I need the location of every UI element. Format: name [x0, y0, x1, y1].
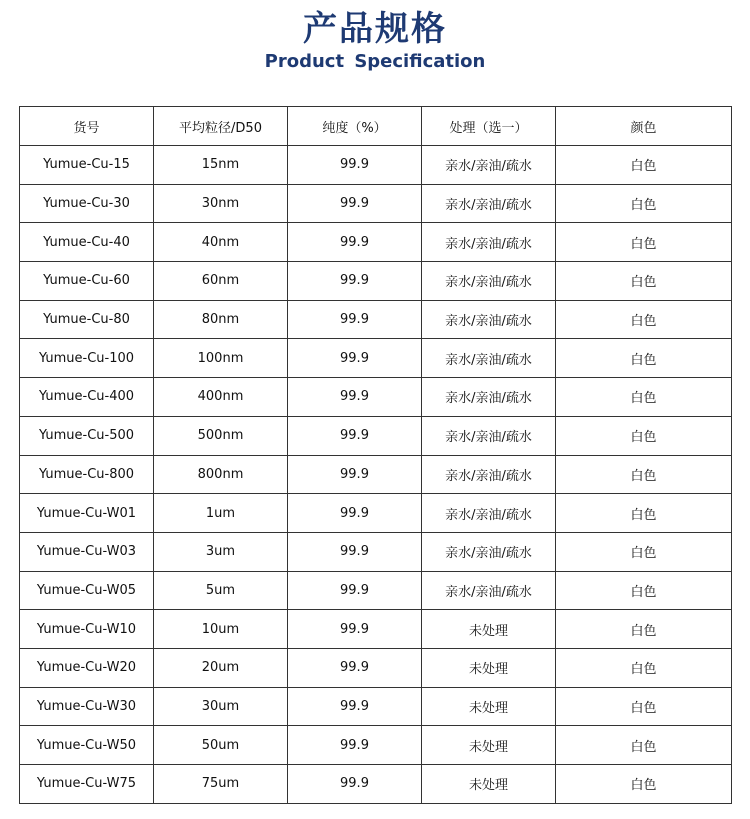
cell-purity: 99.9	[288, 223, 422, 262]
cell-item-no: Yumue-Cu-W30	[20, 687, 154, 726]
header-row	[20, 107, 732, 146]
cell-color: 白色	[556, 726, 732, 765]
cell-color: 白色	[556, 184, 732, 223]
cell-treatment: 未处理	[422, 765, 556, 804]
cell-item-no: Yumue-Cu-W03	[20, 532, 154, 571]
cell-particle-size: 30nm	[154, 184, 288, 223]
table-row	[20, 571, 732, 610]
cell-item-no: Yumue-Cu-60	[20, 262, 154, 301]
cell-purity: 99.9	[288, 184, 422, 223]
cell-particle-size: 30um	[154, 687, 288, 726]
column-header-item-no: 货号	[20, 107, 154, 146]
cell-color: 白色	[556, 455, 732, 494]
table-row	[20, 648, 732, 687]
cell-item-no: Yumue-Cu-W10	[20, 610, 154, 649]
cell-color: 白色	[556, 378, 732, 417]
cell-purity: 99.9	[288, 378, 422, 417]
cell-color: 白色	[556, 610, 732, 649]
cell-item-no: Yumue-Cu-W75	[20, 765, 154, 804]
table-row	[20, 687, 732, 726]
cell-color: 白色	[556, 687, 732, 726]
cell-color: 白色	[556, 416, 732, 455]
cell-treatment: 亲水/亲油/疏水	[422, 262, 556, 301]
page-subtitle: Product Specification	[264, 51, 486, 72]
cell-purity: 99.9	[288, 416, 422, 455]
cell-treatment: 亲水/亲油/疏水	[422, 146, 556, 185]
cell-treatment: 未处理	[422, 610, 556, 649]
cell-color: 白色	[556, 339, 732, 378]
cell-item-no: Yumue-Cu-W05	[20, 571, 154, 610]
cell-particle-size: 60nm	[154, 262, 288, 301]
cell-color: 白色	[556, 300, 732, 339]
cell-particle-size: 1um	[154, 494, 288, 533]
cell-treatment: 未处理	[422, 648, 556, 687]
cell-item-no: Yumue-Cu-W20	[20, 648, 154, 687]
spec-table	[19, 106, 732, 804]
cell-purity: 99.9	[288, 648, 422, 687]
cell-particle-size: 10um	[154, 610, 288, 649]
cell-treatment: 亲水/亲油/疏水	[422, 532, 556, 571]
cell-item-no: Yumue-Cu-W50	[20, 726, 154, 765]
cell-particle-size: 100nm	[154, 339, 288, 378]
table-row	[20, 726, 732, 765]
table-header	[20, 107, 732, 146]
cell-particle-size: 75um	[154, 765, 288, 804]
table-row	[20, 610, 732, 649]
cell-purity: 99.9	[288, 146, 422, 185]
cell-treatment: 亲水/亲油/疏水	[422, 378, 556, 417]
table-row	[20, 494, 732, 533]
page-title: 产品规格	[303, 9, 447, 49]
cell-item-no: Yumue-Cu-W01	[20, 494, 154, 533]
cell-color: 白色	[556, 223, 732, 262]
table-row	[20, 146, 732, 185]
cell-particle-size: 40nm	[154, 223, 288, 262]
cell-particle-size: 3um	[154, 532, 288, 571]
cell-color: 白色	[556, 765, 732, 804]
cell-particle-size: 80nm	[154, 300, 288, 339]
cell-treatment: 亲水/亲油/疏水	[422, 339, 556, 378]
cell-item-no: Yumue-Cu-500	[20, 416, 154, 455]
cell-treatment: 亲水/亲油/疏水	[422, 494, 556, 533]
cell-purity: 99.9	[288, 455, 422, 494]
column-header-purity: 纯度（%）	[288, 107, 422, 146]
cell-treatment: 亲水/亲油/疏水	[422, 184, 556, 223]
cell-treatment: 亲水/亲油/疏水	[422, 455, 556, 494]
cell-item-no: Yumue-Cu-100	[20, 339, 154, 378]
cell-purity: 99.9	[288, 339, 422, 378]
cell-color: 白色	[556, 146, 732, 185]
table-row	[20, 262, 732, 301]
cell-color: 白色	[556, 494, 732, 533]
cell-purity: 99.9	[288, 726, 422, 765]
cell-item-no: Yumue-Cu-40	[20, 223, 154, 262]
cell-purity: 99.9	[288, 687, 422, 726]
cell-particle-size: 5um	[154, 571, 288, 610]
table-row	[20, 300, 732, 339]
table-row	[20, 455, 732, 494]
cell-color: 白色	[556, 532, 732, 571]
cell-color: 白色	[556, 571, 732, 610]
table-row	[20, 184, 732, 223]
cell-treatment: 未处理	[422, 687, 556, 726]
cell-purity: 99.9	[288, 610, 422, 649]
cell-particle-size: 50um	[154, 726, 288, 765]
cell-item-no: Yumue-Cu-800	[20, 455, 154, 494]
cell-particle-size: 500nm	[154, 416, 288, 455]
cell-item-no: Yumue-Cu-400	[20, 378, 154, 417]
cell-purity: 99.9	[288, 494, 422, 533]
cell-color: 白色	[556, 262, 732, 301]
table-row	[20, 339, 732, 378]
cell-particle-size: 15nm	[154, 146, 288, 185]
table-row	[20, 378, 732, 417]
cell-treatment: 亲水/亲油/疏水	[422, 571, 556, 610]
cell-purity: 99.9	[288, 765, 422, 804]
cell-particle-size: 20um	[154, 648, 288, 687]
table-row	[20, 223, 732, 262]
cell-treatment: 亲水/亲油/疏水	[422, 223, 556, 262]
table-row	[20, 765, 732, 804]
cell-item-no: Yumue-Cu-80	[20, 300, 154, 339]
cell-treatment: 未处理	[422, 726, 556, 765]
cell-particle-size: 400nm	[154, 378, 288, 417]
cell-color: 白色	[556, 648, 732, 687]
cell-item-no: Yumue-Cu-30	[20, 184, 154, 223]
cell-particle-size: 800nm	[154, 455, 288, 494]
cell-item-no: Yumue-Cu-15	[20, 146, 154, 185]
cell-purity: 99.9	[288, 262, 422, 301]
cell-purity: 99.9	[288, 300, 422, 339]
table-row	[20, 416, 732, 455]
table-body	[20, 146, 732, 804]
table-row	[20, 532, 732, 571]
cell-treatment: 亲水/亲油/疏水	[422, 300, 556, 339]
column-header-particle-size: 平均粒径/D50	[154, 107, 288, 146]
cell-purity: 99.9	[288, 571, 422, 610]
cell-treatment: 亲水/亲油/疏水	[422, 416, 556, 455]
cell-purity: 99.9	[288, 532, 422, 571]
column-header-color: 颜色	[556, 107, 732, 146]
column-header-treatment: 处理（选一）	[422, 107, 556, 146]
